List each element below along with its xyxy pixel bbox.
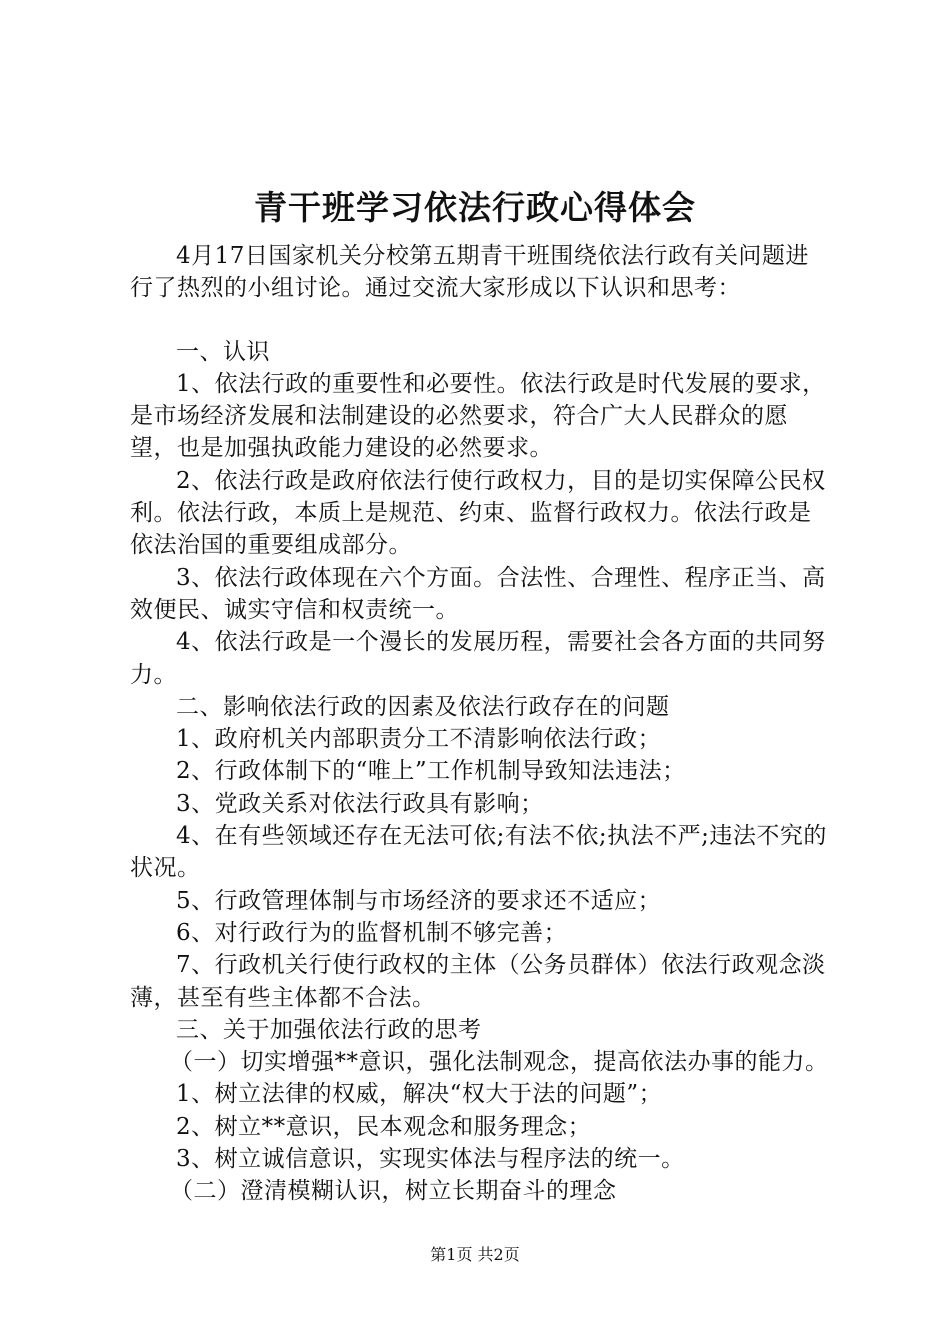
subsection-heading: （二）澄清模糊认识，树立长期奋斗的理念 xyxy=(170,1178,617,1205)
paragraph: 7、行政机关行使行政权的主体（公务员群体）依法行政观念淡薄，甚至有些主体都不合法。 xyxy=(130,952,826,1011)
paragraph: 2、依法行政是政府依法行使行政权力，目的是切实保障公民权利。依法行政，本质上是规范、约束、监督行政权力。依法行政是依法治国的重要组成部分。 xyxy=(130,467,826,559)
paragraph: 1、树立法律的权威，解决“权大于法的问题”； xyxy=(176,1081,663,1108)
paragraph: 1、政府机关内部职责分工不清影响依法行政； xyxy=(176,726,662,753)
paragraph: 2、行政体制下的“唯上”工作机制导致知法违法； xyxy=(176,758,686,785)
document-body xyxy=(130,240,830,1208)
document-title: 青干班学习依法行政心得体会 xyxy=(254,188,696,227)
paragraph: 3、依法行政体现在六个方面。合法性、合理性、程序正当、高效便民、诚实守信和权责统一。 xyxy=(130,564,826,623)
paragraph: 6、对行政行为的监督机制不够完善； xyxy=(176,919,568,946)
paragraph: 4、依法行政是一个漫长的发展历程，需要社会各方面的共同努力。 xyxy=(130,629,826,688)
section-heading-3: 三、关于加强依法行政的思考 xyxy=(176,1016,482,1043)
section-heading-1: 一、认识 xyxy=(176,338,270,365)
intro-paragraph: 4月17日国家机关分校第五期青干班围绕依法行政有关问题进行了热烈的小组讨论。通过交流大家形成以下认识和思考： xyxy=(130,243,809,302)
paragraph: 4、在有些领域还存在无法可依;有法不依;执法不严;违法不究的状况。 xyxy=(130,823,827,882)
paragraph: 3、党政关系对依法行政具有影响； xyxy=(176,790,544,817)
section-heading-2: 二、影响依法行政的因素及依法行政存在的问题 xyxy=(176,693,670,720)
paragraph: 2、树立**意识，民本观念和服务理念； xyxy=(176,1113,592,1140)
page-number: 第1页 共2页 xyxy=(430,1245,520,1264)
paragraph: 3、树立诚信意识，实现实体法与程序法的统一。 xyxy=(176,1146,685,1173)
paragraph: 1、依法行政的重要性和必要性。依法行政是时代发展的要求，是市场经济发展和法制建设的必然要求，符合广大人民群众的愿望，也是加强执政能力建设的必然要求。 xyxy=(130,370,826,462)
subsection-heading: （一）切实增强**意识，强化法制观念，提高依法办事的能力。 xyxy=(170,1049,829,1076)
paragraph: 5、行政管理体制与市场经济的要求还不适应； xyxy=(176,887,662,914)
